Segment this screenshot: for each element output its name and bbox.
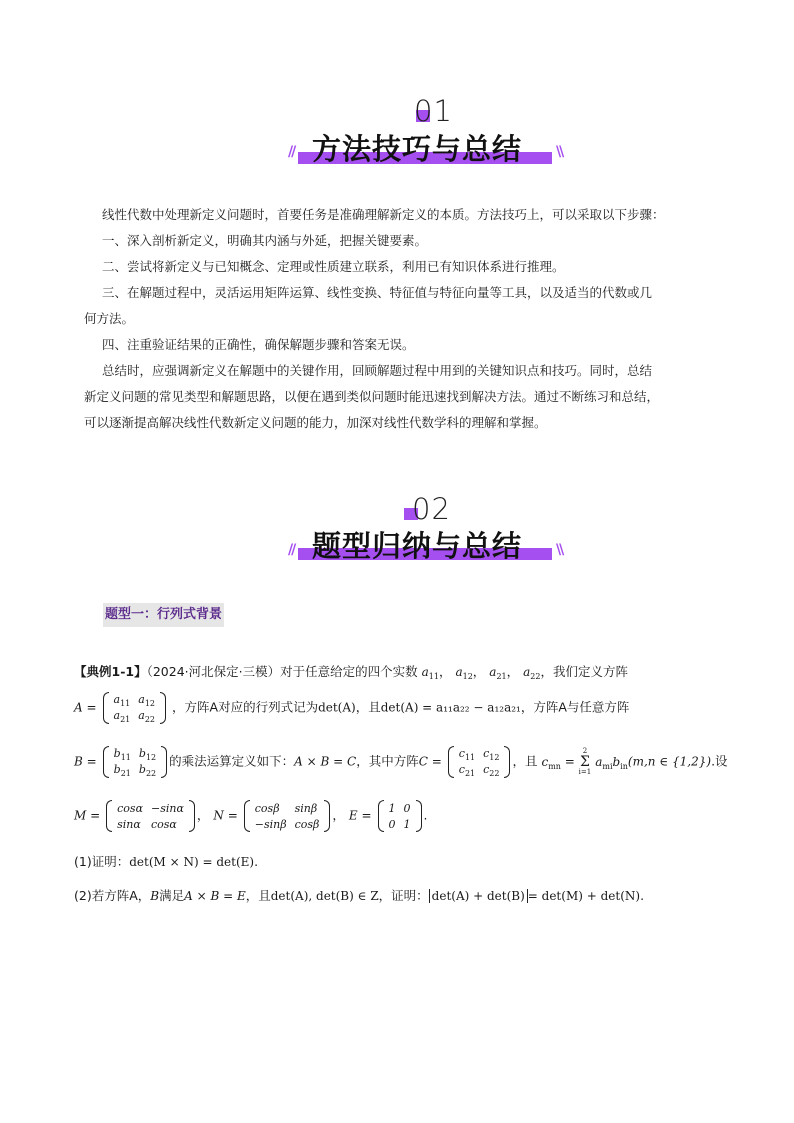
section-number: 01 [414,94,453,128]
example-text: ，且 [512,753,538,769]
rhs-expression: = det(M) + det(N) [527,889,641,903]
abs-expression: det(A) + det(B) [429,889,528,903]
example-text: ，且 [355,699,381,715]
var-B: B [150,889,160,903]
matrix-N: cosβ sinβ −sinβ cosβ [244,800,331,832]
example-label: 【典例1-1】 [74,664,147,679]
methods-p6b: 新定义问题的常见类型和解题思路，以便在遇到类似问题时能迅速找到解决方法。通过不断练习和总结， [84,389,660,404]
example-text: ，其中方阵 [356,753,419,769]
question-1: (1)证明：det(M × N) = det(E). [74,854,259,869]
example-line-1: 【典例1-1】（2024·河北保定·三模）对于任意给定的四个实数 $a_{11}$， $a_{12}$， $a_{21}$， $a_{22}$，我们定义方阵 [74,664,628,681]
right-slash-decoration: \\ [556,542,563,558]
example-text: ，方阵A与任意方阵 [520,699,630,715]
matrix-C: $c_{11}$ $c_{12}$ $c_{21}$ $c_{22}$ [448,746,511,778]
methods-p3: 二、尝试将新定义与已知概念、定理或性质建立联系，利用已有知识体系进行推理。 [102,259,565,274]
section-number: 02 [412,492,451,526]
det-A: det(A) [318,700,356,715]
methods-p4a: 三、在解题过程中，灵活运用矩阵运算、线性变换、特征值与特征向量等工具，以及适当的代数或几 [102,285,653,300]
example-text: 对于任意给定的四个实数 [280,664,418,679]
inverse-condition: A × B = E [184,889,246,903]
matrix-B: $b_{11}$ $b_{12}$ $b_{21}$ $b_{22}$ [103,746,167,778]
question-1-formula: det(M × N) = det(E) [129,855,255,869]
integer-condition: det(A), det(B) ∈ Z [270,889,379,903]
example-source: （2024·河北保定·三模） [146,664,281,679]
example-text: ，我们定义方阵 [540,664,628,679]
section-title: 方法技巧与总结 [312,132,523,166]
section-header-02 [0,490,794,570]
var-a21: $a_{21}$ [489,665,507,681]
left-slash-decoration: // [288,144,295,160]
matrix-E-label: E = [348,808,372,823]
methods-p1: 线性代数中处理新定义问题时，首要任务是准确理解新定义的本质。方法技巧上，可以采取以下步骤： [102,207,665,222]
matrix-C-label: C = [418,754,442,769]
question-1-label: (1)证明： [74,854,130,869]
right-slash-decoration: \\ [556,144,563,160]
example-text: ，方阵A对应的行列式记为 [172,699,319,715]
matrix-M: cosα −sinα sinα cosα [106,800,195,832]
matrix-B-label: B = [74,754,97,769]
methods-p5: 四、注重验证结果的正确性，确保解题步骤和答案无误。 [102,337,415,352]
section-title: 题型归纳与总结 [312,529,523,563]
det-A-formula: det(A) = a₁₁a₂₂ − a₁₂a₂₁ [380,700,521,715]
question-type-tag: 题型一：行列式背景 [103,603,224,627]
example-line-2 [74,692,629,724]
matrix-N-label: N = [213,808,238,823]
product-formula: A × B = C [294,754,357,769]
var-a22: $a_{22}$ [523,665,541,681]
c-mn: $c_{mn}$ [541,754,561,771]
matrix-M-label: M = [74,808,101,823]
matrix-A-label: A = [74,700,97,715]
example-text: ，且 [245,888,271,903]
example-text: 满足 [159,888,185,903]
example-line-3: B = $b_{11}$ $b_{12}$ $b_{21}$ $b_{22}$ 的乘法运算定义如下：A × B = C，其中方阵C = $c_{11}$ $c_{12}$ $c_{21}$ $c_{22}$ ，且 $c_{mn} = 2$ Σ i=1 $a_{mi}b_{in}(m,n$ ∈ {1,2}).设 [74,746,728,778]
example-text: 的乘法运算定义如下： [169,753,295,769]
methods-p6a: 总结时，应强调新定义在解题中的关键作用，回顾解题过程中用到的关键知识点和技巧。同时，总结 [102,363,653,378]
var-a12: $a_{12}$ [455,665,473,681]
example-line-4: M = cosα −sinα sinα cosα ， N = cosβ sinβ −sinβ cosβ ， E = 1 0 0 1 . [74,801,428,831]
question-2-label: (2)若方阵A， [74,888,151,903]
sum-condition: (m,n ∈ {1,2}) [627,754,712,769]
methods-p4b: 何方法。 [84,311,135,326]
sum-body: $a_{mi}b_{in}$ [595,754,628,771]
sum-symbol: 2 Σ i=1 [578,747,592,776]
methods-p6c: 可以逐渐提高解决线性代数新定义问题的能力，加深对线性代数学科的理解和掌握。 [84,415,547,430]
example-text: .设 [711,753,728,769]
section-header-01 [0,92,794,172]
example-text: ，证明： [378,888,429,903]
left-slash-decoration: // [288,542,295,558]
matrix-E: 1 0 0 1 [378,800,422,832]
question-2: (2)若方阵A，B满足A × B = E，且det(A), det(B) ∈ Z，证明： det(A) + det(B) = det(M) + det(N). [74,888,645,903]
methods-p2: 一、深入剖析新定义，明确其内涵与外延，把握关键要素。 [102,233,428,248]
var-a11: $a_{11}$ [421,665,439,681]
matrix-A: $a_{11}$ $a_{12}$ $a_{21}$ $a_{22}$ [103,692,167,724]
methods-text [84,202,734,436]
